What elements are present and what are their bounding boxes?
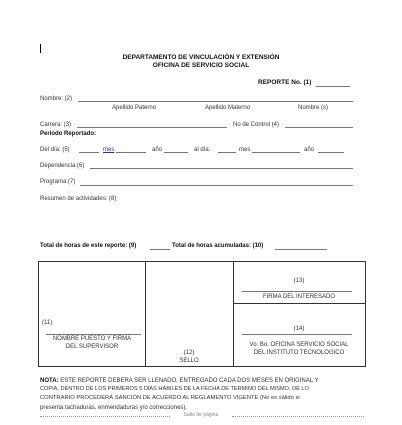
del-dia-label: Del día: (5): [40, 147, 70, 153]
total-reporte-label: Total de horas de este reporte: (9): [40, 243, 137, 249]
header-line-2: OFICINA DE SERVICIO SOCIAL: [152, 62, 250, 69]
report-number-label: REPORTE No. (1): [258, 79, 312, 86]
vobo-caption-1: Vo. Bo. OFICINA SERVICIO SOCIAL: [249, 342, 349, 348]
nota-line-2: COPIA, DENTRO DE LOS PRIMEROS 5 DÍAS HÁBILES DE LA FECHA DE TERMINO DEL MISMO, DE LO: [40, 386, 309, 392]
nota-line-3: CONTRARIO PROCEDERÁ SANCIÓN DE ACUERDO AL REGLAMENTO VIGENTE (No es válido si: [40, 395, 300, 401]
anio-2-field[interactable]: [318, 152, 344, 153]
total-acumuladas-label: Total de horas acumuladas: (10): [172, 243, 264, 249]
report-number-field[interactable]: [316, 86, 350, 87]
anio-1-label: año: [152, 147, 163, 153]
text-cursor: [40, 44, 41, 53]
mes-2-label: mes: [239, 147, 251, 153]
nombres-caption: Nombre (s): [298, 105, 329, 111]
al-dia-field[interactable]: [218, 152, 236, 153]
firma-interesado-caption: FIRMA DEL INTERESADO: [262, 294, 336, 300]
del-dia-field[interactable]: [79, 152, 99, 153]
nota-line-4: presenta tachaduras, enmendaduras y/o correcciones).: [40, 405, 188, 411]
no-control-field[interactable]: [285, 127, 353, 128]
header-line-1: DEPARTAMENTO DE VINCULACIÓN Y EXTENSIÓN: [122, 54, 280, 61]
nota-text-1: ESTE REPORTE DEBERA SER LLENADO, ENTREGADO CADA DOS MESES EN ORIGINAL Y: [60, 378, 319, 384]
mes-2-field[interactable]: [252, 152, 300, 153]
resumen-label: Resumen de actividades: (8): [40, 196, 117, 202]
page-break-line-right: [232, 416, 364, 417]
sello-caption: SELLO: [179, 358, 199, 364]
table-divider-right: [233, 303, 365, 304]
total-acumuladas-field[interactable]: [275, 249, 327, 250]
supervisor-caption-2: DEL SUPERVISOR: [65, 344, 119, 350]
programa-label: Programa:(7): [40, 179, 76, 185]
nombre-label: Nombre: (2): [40, 96, 73, 102]
programa-field[interactable]: [80, 185, 353, 186]
anio-2-label: año: [304, 147, 315, 153]
nombre-field[interactable]: [78, 101, 353, 102]
al-dia-label: al día:: [194, 147, 211, 153]
interesado-signature-line[interactable]: [242, 291, 352, 292]
supervisor-signature-line[interactable]: [46, 334, 141, 335]
total-reporte-field[interactable]: [150, 249, 170, 250]
vobo-caption-2: DEL INSTITUTO TECNOLOGICO: [253, 350, 345, 356]
no-control-label: No de Control (4): [233, 122, 280, 128]
apellido-materno-caption: Apellido Materno: [205, 105, 251, 111]
dependencia-field[interactable]: [90, 168, 353, 169]
anio-1-field[interactable]: [164, 152, 188, 153]
vobo-signature-line[interactable]: [242, 334, 352, 335]
carrera-label: Carrera: (3): [40, 122, 72, 128]
nota-line-1: [40, 378, 319, 384]
periodo-label: Periodo Reportado:: [40, 131, 97, 137]
mes-1-label: mes: [103, 147, 115, 153]
apellido-paterno-caption: Apellido Paterno: [112, 105, 157, 111]
page-break-label: Salto de página: [183, 412, 219, 418]
page-break-line-left: [40, 416, 170, 417]
sello-number: (12): [183, 350, 195, 356]
dependencia-label: Dependencia:(6): [40, 163, 85, 169]
supervisor-caption-1: NOMBRE PUESTO Y FIRMA: [52, 336, 132, 342]
nota-label: NOTA:: [40, 378, 59, 384]
interesado-number: (13): [293, 278, 305, 284]
vobo-number: (14): [293, 326, 305, 332]
supervisor-number: (11): [42, 320, 53, 326]
carrera-field[interactable]: [77, 127, 227, 128]
mes-1-field[interactable]: [116, 152, 146, 153]
